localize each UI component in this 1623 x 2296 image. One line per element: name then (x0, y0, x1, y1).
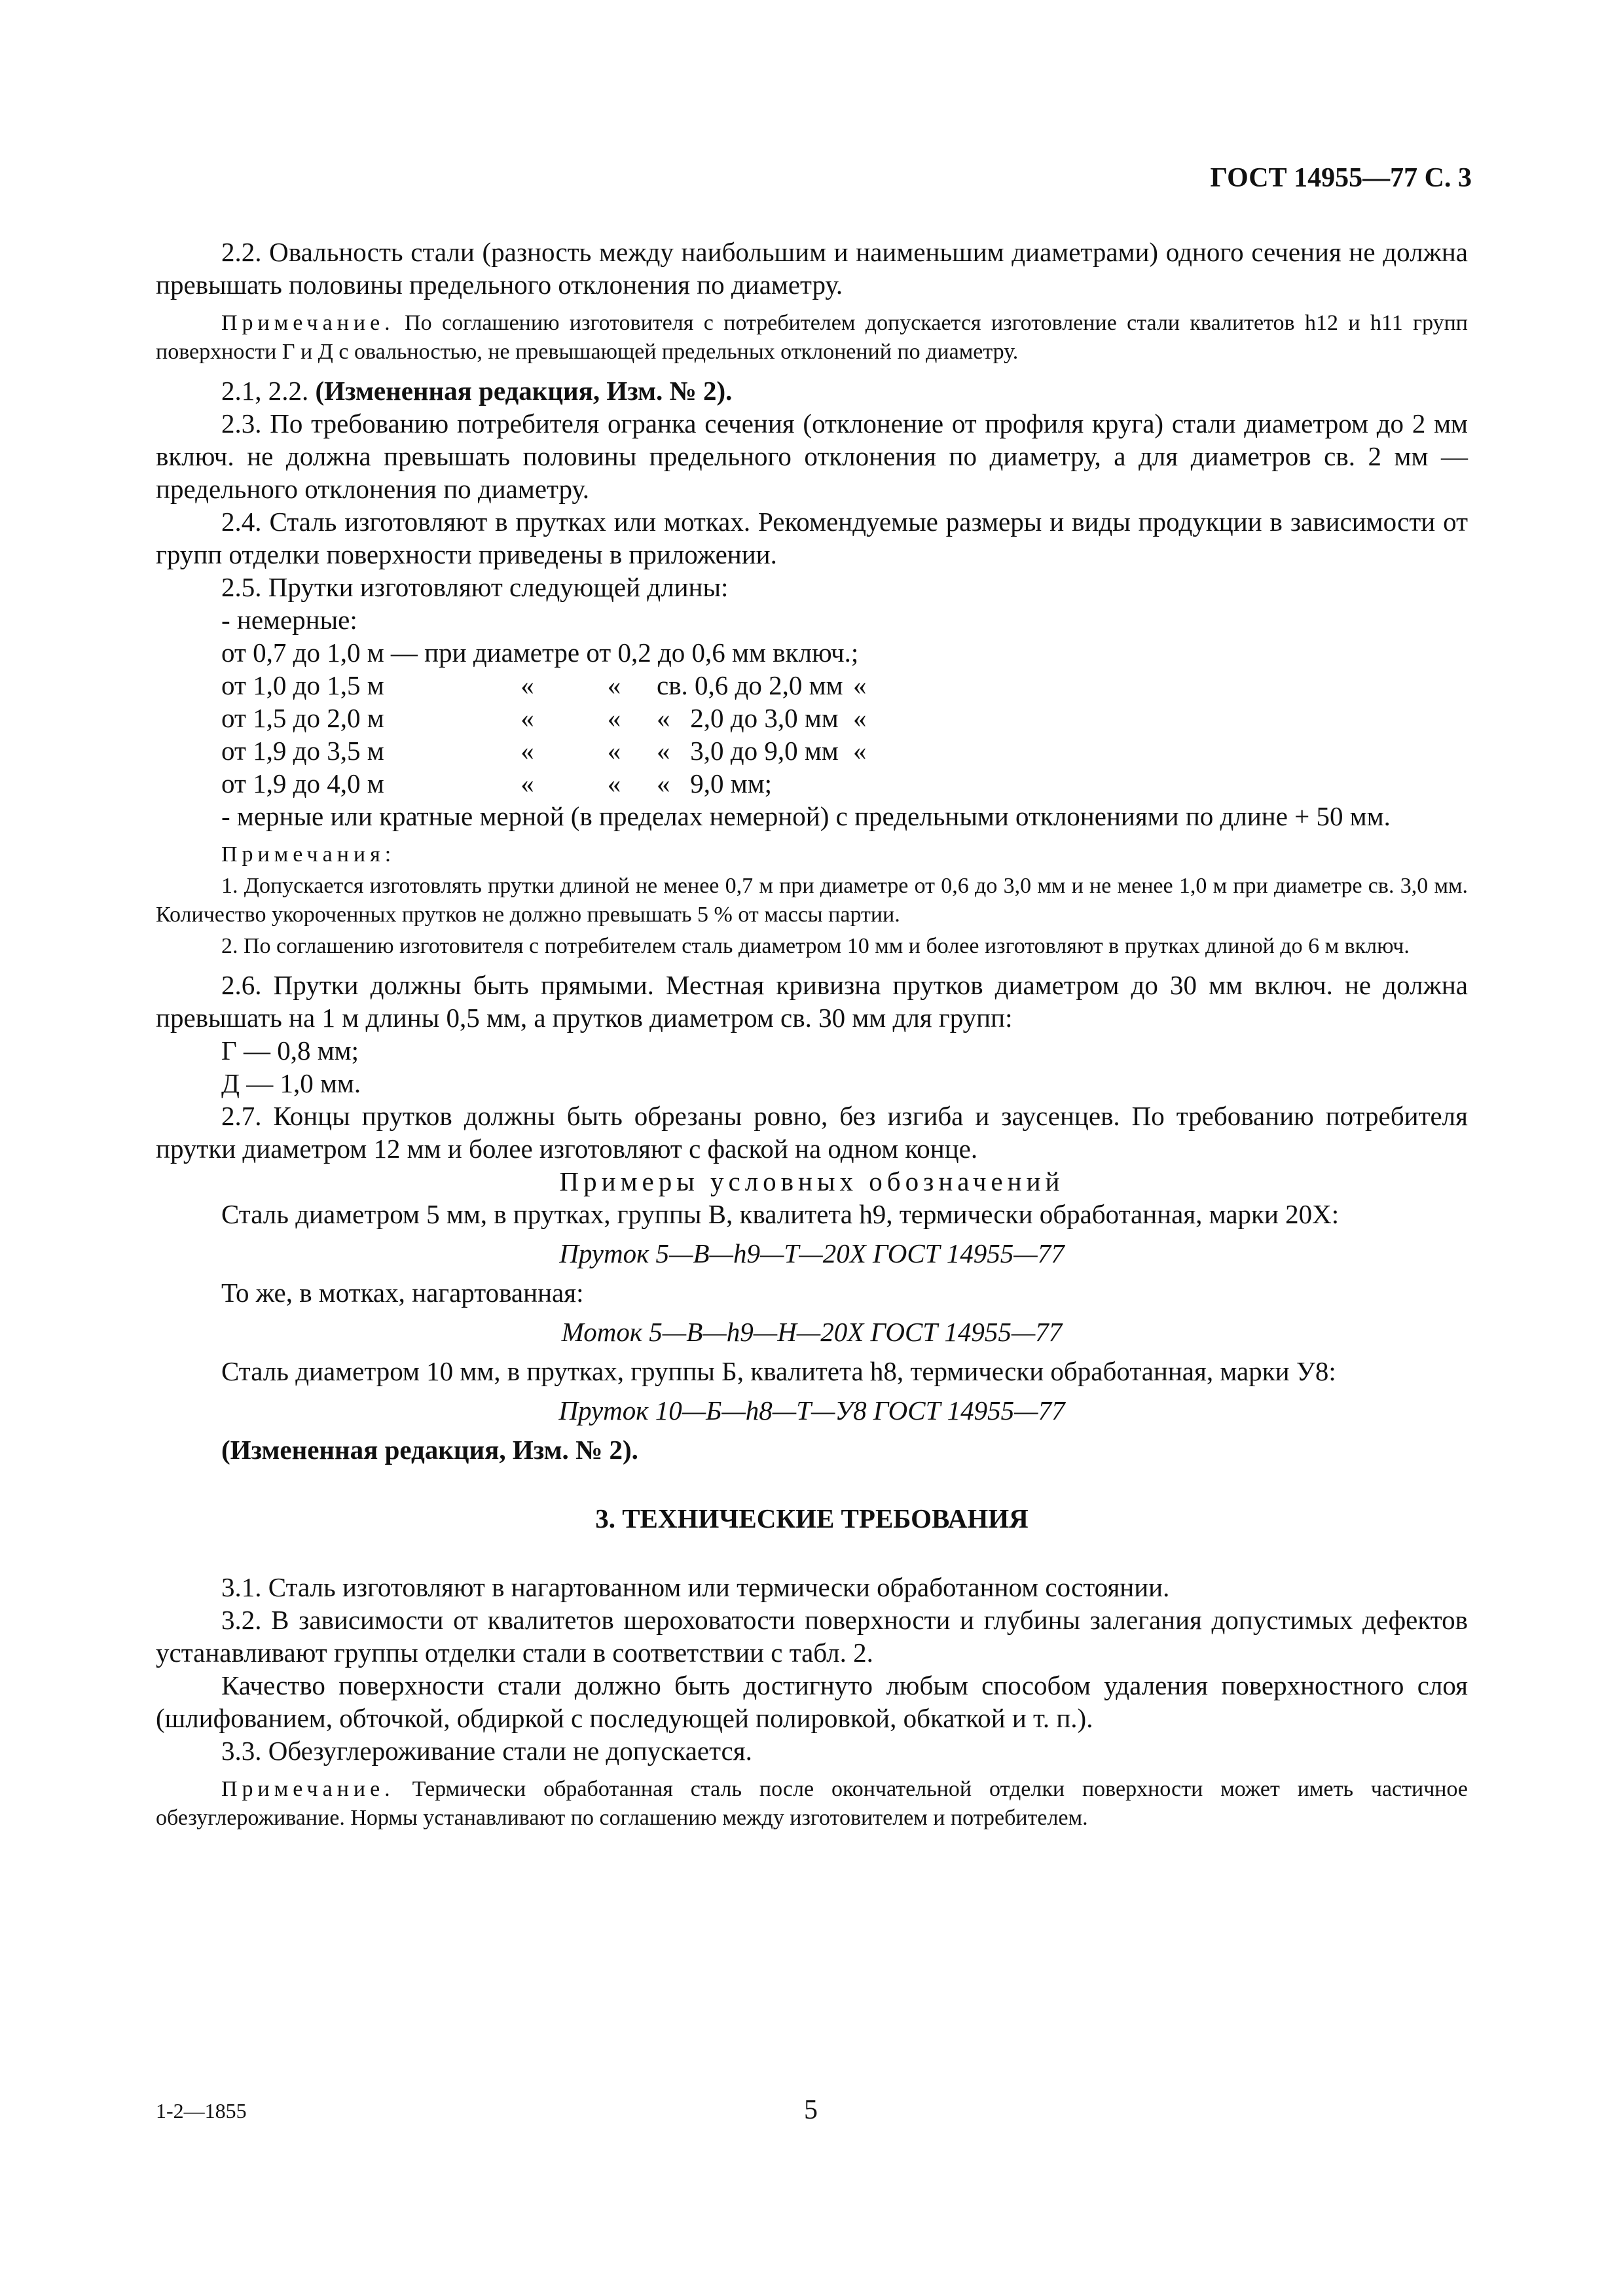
example-2: То же, в мотках, нагартованная: (221, 1278, 584, 1308)
ditto-mark: « (607, 670, 621, 700)
example-3-code: Пруток 10—Б—h8—Т—У8 ГОСТ 14955—77 (558, 1395, 1065, 1426)
clause-2-6: 2.6. Прутки должны быть прямыми. Местная кривизна прутков диаметром до 30 мм включ. не должна превышать на 1 м длины 0,5 мм, а прутков диаметром св. 30 мм для групп: (156, 970, 1468, 1033)
clause-2-2: 2.2. Овальность стали (разность между наибольшим и наименьшим диаметрами) одного сечения не должна превышать половины предельного отклонения по диаметру. (156, 237, 1468, 300)
document-body (156, 236, 1468, 1833)
ditto-mark: « (607, 736, 621, 766)
print-code: 1-2—1855 (156, 2099, 247, 2123)
clause-3-2: 3.2. В зависимости от квалитетов шероховатости поверхности и глубины залегания допустимых дефектов устанавливают группы отделки стали в соответствии с табл. 2. (156, 1605, 1468, 1668)
diameter-range: « 2,0 до 3,0 мм (657, 703, 839, 733)
page-header: ГОСТ 14955—77 С. 3 (1210, 163, 1472, 193)
length-row (221, 734, 1468, 767)
example-1-code: Пруток 5—В—h9—Т—20Х ГОСТ 14955—77 (559, 1238, 1065, 1268)
notes-label: Примечания: (221, 842, 396, 867)
group-g-line: Г — 0,8 мм; (221, 1035, 359, 1066)
example-2-code: Моток 5—В—h9—Н—20Х ГОСТ 14955—77 (561, 1317, 1063, 1347)
diameter-range: « 9,0 мм; (657, 768, 773, 798)
nonmeasured-label: - немерные: (221, 605, 357, 635)
group-d-line: Д — 1,0 мм. (221, 1068, 361, 1098)
ditto-mark: « (607, 768, 621, 798)
length-row-first: от 0,7 до 1,0 м — при диаметре от 0,2 до 0,6 мм включ.; (221, 637, 859, 668)
clause-2-4: 2.4. Сталь изготовляют в прутках или мотках. Рекомендуемые размеры и виды продукции в зависимости от групп отделки поверхности приведены в приложении. (156, 507, 1468, 569)
ditto-mark: « (853, 736, 867, 766)
ditto-mark (853, 767, 879, 800)
ditto-mark: « (853, 703, 867, 733)
diameter-range: св. 0,6 до 2,0 мм (657, 670, 843, 700)
length-range: от 1,9 до 4,0 м (221, 768, 384, 798)
diameter-range: « 3,0 до 9,0 мм (657, 736, 839, 766)
amendment-note-2: (Измененная редакция, Изм. № 2). (221, 1435, 638, 1465)
ditto-mark: « (520, 736, 534, 766)
clause-3-3: 3.3. Обезуглероживание стали не допускается. (221, 1736, 752, 1766)
ditto-mark: « (520, 768, 534, 798)
clause-2-7: 2.7. Концы прутков должны быть обрезаны ровно, без изгиба и заусенцев. По требованию потребителя прутки диаметром 12 мм и более изготовляют с фаской на одном конце. (156, 1101, 1468, 1164)
page-number: 5 (804, 2095, 818, 2125)
length-range: от 1,0 до 1,5 м (221, 670, 384, 700)
ditto-mark: « (853, 670, 867, 700)
measured-lengths: - мерные или кратные мерной (в пределах немерной) с предельными отклонениями по длине + 50 мм. (221, 801, 1391, 831)
section-3-title: 3. ТЕХНИЧЕСКИЕ ТРЕБОВАНИЯ (595, 1503, 1029, 1534)
note-label: Примечание. (221, 1777, 395, 1801)
note-1: 1. Допускается изготовлять прутки длиной не менее 0,7 м при диаметре от 0,6 до 3,0 мм и не менее 1,0 м при диаметре св. 3,0 мм. Количество укороченных прутков не должно превышать 5 % от массы партии. (156, 874, 1468, 927)
note-ovality (156, 309, 1468, 367)
note-label: Примечание. (221, 311, 395, 335)
clause-2-3: 2.3. По требованию потребителя огранка сечения (отклонение от профиля круга) стали диаметром до 2 мм включ. не должна превышать половины предельного отклонения по диаметру, а для диаметров св. 2 мм — предельного отклонения по диаметру. (156, 408, 1468, 504)
clause-3-1: 3.1. Сталь изготовляют в нагартованном или термически обработанном состоянии. (221, 1572, 1170, 1602)
ditto-mark: « (607, 703, 621, 733)
length-row (221, 669, 1468, 702)
example-1: Сталь диаметром 5 мм, в прутках, группы В, квалитета h9, термически обработанная, марки 20Х: (221, 1199, 1340, 1229)
note-decarburization (156, 1775, 1468, 1833)
ditto-mark: « (520, 670, 534, 700)
ditto-mark: « (520, 703, 534, 733)
amendment-bold: (Измененная редакция, Изм. № 2). (315, 376, 733, 406)
amendment-prefix: 2.1, 2.2. (221, 376, 309, 406)
examples-title: Примеры условных обозначений (559, 1166, 1065, 1196)
note-2: 2. По соглашению изготовителя с потребителем сталь диаметром 10 мм и более изготовляют в прутках длиной до 6 м включ. (221, 934, 1410, 958)
amendment-note-1 (156, 374, 1468, 407)
length-range: от 1,9 до 3,5 м (221, 736, 384, 766)
note-text: По соглашению изготовителя с потребителем допускается изготовление стали квалитетов h12 и h11 групп поверхности Г и Д с овальностью, не превышающей предельных отклонений по диаметру. (156, 311, 1468, 364)
clause-3-2-quality: Качество поверхности стали должно быть достигнуто любым способом удаления поверхностного слоя (шлифованием, обточкой, обдиркой с последующей полировкой, обкаткой и т. п.). (156, 1670, 1468, 1733)
length-range: от 1,5 до 2,0 м (221, 703, 384, 733)
length-table (221, 669, 1468, 800)
example-3: Сталь диаметром 10 мм, в прутках, группы Б, квалитета h8, термически обработанная, марки У8: (221, 1356, 1336, 1386)
length-row (221, 767, 1468, 800)
length-row (221, 702, 1468, 734)
note-text: Термически обработанная сталь после окончательной отделки поверхности может иметь частичное обезуглероживание. Нормы устанавливают по соглашению между изготовителем и потребителем. (156, 1777, 1468, 1830)
clause-2-5: 2.5. Прутки изготовляют следующей длины: (221, 572, 729, 602)
